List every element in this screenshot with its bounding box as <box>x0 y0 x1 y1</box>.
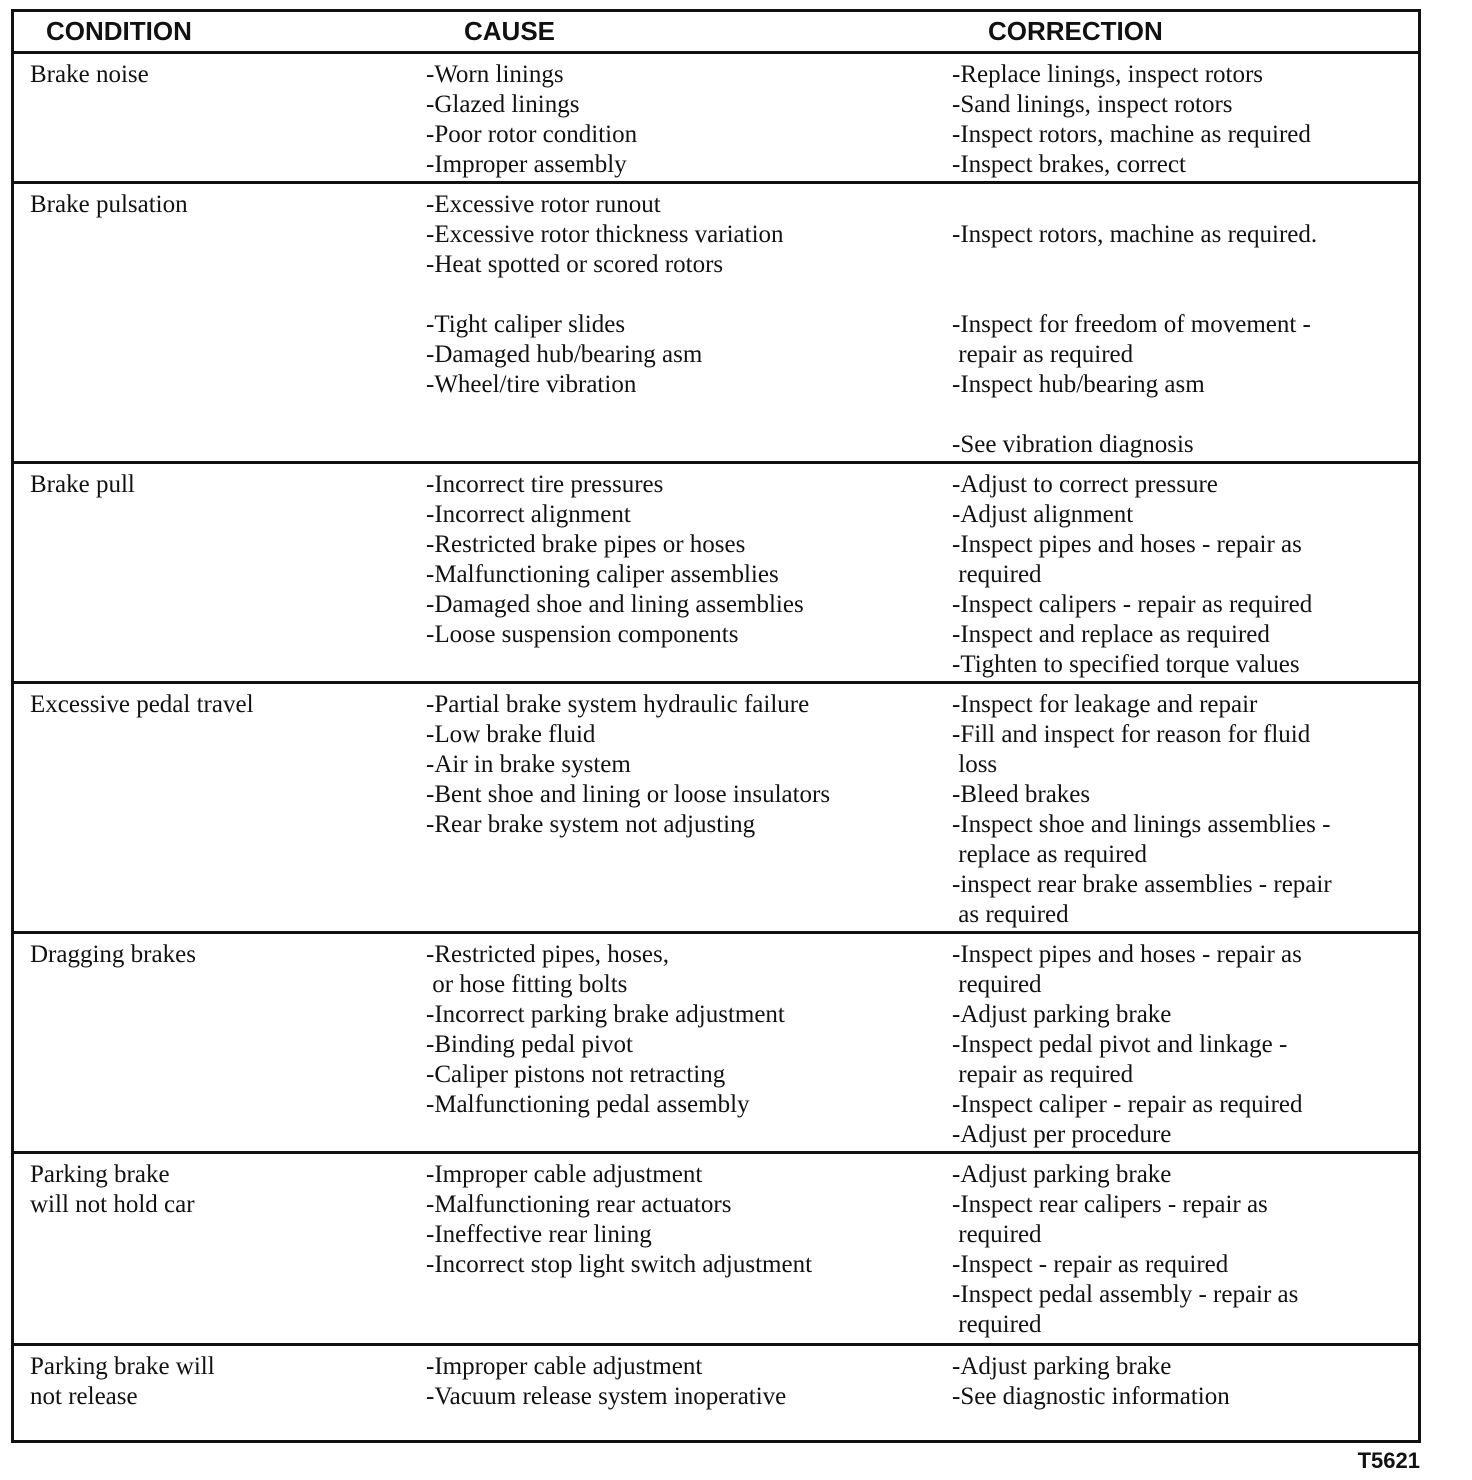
cause-line: -Air in brake system <box>426 751 631 778</box>
cause-line: -Restricted brake pipes or hoses <box>426 531 746 558</box>
correction-line: required <box>952 561 1042 588</box>
cause-line: -Heat spotted or scored rotors <box>426 251 724 278</box>
condition-line: Dragging brakes <box>30 941 196 968</box>
correction-line: repair as required <box>952 341 1134 368</box>
correction-line: as required <box>952 901 1069 928</box>
correction-line: -Inspect rotors, machine as required <box>952 121 1311 148</box>
correction-line: -Inspect pipes and hoses - repair as <box>952 941 1302 968</box>
cause-line: -Improper assembly <box>426 151 627 178</box>
correction-line: -Inspect pipes and hoses - repair as <box>952 531 1302 558</box>
cause-cell <box>426 940 936 1120</box>
condition-cell <box>30 940 410 970</box>
correction-line: required <box>952 971 1042 998</box>
cause-line: -Improper cable adjustment <box>426 1161 703 1188</box>
correction-line: -Inspect and replace as required <box>952 621 1270 648</box>
correction-line: -Replace linings, inspect rotors <box>952 61 1264 88</box>
cause-line: -Bent shoe and lining or loose insulators <box>426 781 831 808</box>
correction-line: -Adjust alignment <box>952 501 1134 528</box>
cause-line: -Tight caliper slides <box>426 311 626 338</box>
correction-line: -Inspect rear calipers - repair as <box>952 1191 1268 1218</box>
cause-line: -Malfunctioning caliper assemblies <box>426 561 779 588</box>
correction-line: -Inspect calipers - repair as required <box>952 591 1313 618</box>
cause-cell <box>426 690 936 840</box>
correction-line: -Inspect for freedom of movement - <box>952 311 1311 338</box>
condition-line: Brake pulsation <box>30 191 188 218</box>
correction-line: required <box>952 1311 1042 1338</box>
correction-line: -Adjust parking brake <box>952 1161 1172 1188</box>
correction-cell <box>952 940 1418 1150</box>
condition-line: Excessive pedal travel <box>30 691 254 718</box>
condition-cell <box>30 1352 410 1412</box>
cause-line: -Restricted pipes, hoses, <box>426 941 670 968</box>
correction-line: -Adjust parking brake <box>952 1001 1172 1028</box>
cause-line: -Malfunctioning rear actuators <box>426 1191 732 1218</box>
condition-cell <box>30 190 410 220</box>
cause-line: -Loose suspension components <box>426 621 739 648</box>
correction-line: -Inspect for leakage and repair <box>952 691 1258 718</box>
condition-line: will not hold car <box>30 1191 195 1218</box>
cause-cell <box>426 60 936 180</box>
correction-cell <box>952 60 1418 180</box>
correction-line: -Inspect pedal pivot and linkage - <box>952 1031 1288 1058</box>
correction-cell <box>952 190 1418 460</box>
cause-cell <box>426 1352 936 1412</box>
correction-line: required <box>952 1221 1042 1248</box>
table-row <box>14 184 1418 464</box>
cause-line: -Excessive rotor thickness variation <box>426 221 784 248</box>
correction-line: -inspect rear brake assemblies - repair <box>952 871 1332 898</box>
correction-line: -Fill and inspect for reason for fluid <box>952 721 1311 748</box>
cause-line: -Damaged shoe and lining assemblies <box>426 591 804 618</box>
correction-cell <box>952 1160 1418 1340</box>
table-row <box>14 684 1418 934</box>
header-cause: CAUSE <box>464 16 556 46</box>
cause-line: -Improper cable adjustment <box>426 1353 703 1380</box>
cause-line: -Excessive rotor runout <box>426 191 661 218</box>
correction-line: loss <box>952 751 998 778</box>
correction-line: -See vibration diagnosis <box>952 431 1194 458</box>
correction-line: -Inspect shoe and linings assemblies - <box>952 811 1331 838</box>
cause-line <box>426 280 936 310</box>
correction-line: -Tighten to specified torque values <box>952 651 1300 678</box>
cause-line: -Wheel/tire vibration <box>426 371 637 398</box>
cause-line: -Vacuum release system inoperative <box>426 1383 787 1410</box>
correction-line <box>952 280 1418 310</box>
brake-diagnosis-table <box>11 9 1421 1443</box>
correction-line <box>952 190 1418 220</box>
correction-line: -Inspect caliper - repair as required <box>952 1091 1303 1118</box>
cause-cell <box>426 190 936 400</box>
correction-cell <box>952 690 1418 930</box>
cause-line: -Caliper pistons not retracting <box>426 1061 726 1088</box>
condition-line: Parking brake will <box>30 1353 215 1380</box>
cause-line: -Malfunctioning pedal assembly <box>426 1091 750 1118</box>
correction-line: -Bleed brakes <box>952 781 1091 808</box>
condition-line: not release <box>30 1383 138 1410</box>
correction-line: -Inspect brakes, correct <box>952 151 1186 178</box>
cause-line: -Incorrect stop light switch adjustment <box>426 1251 813 1278</box>
cause-line: or hose fitting bolts <box>426 971 628 998</box>
cause-line: -Partial brake system hydraulic failure <box>426 691 810 718</box>
cause-cell <box>426 470 936 650</box>
table-row <box>14 934 1418 1154</box>
table-header <box>14 12 1418 54</box>
table-row <box>14 464 1418 684</box>
correction-line: -Sand linings, inspect rotors <box>952 91 1233 118</box>
cause-line: -Incorrect alignment <box>426 501 631 528</box>
cause-line: -Low brake fluid <box>426 721 596 748</box>
header-condition: CONDITION <box>46 16 192 46</box>
header-correction: CORRECTION <box>988 16 1163 46</box>
cause-line: -Glazed linings <box>426 91 580 118</box>
condition-cell <box>30 60 410 90</box>
correction-line <box>952 400 1418 430</box>
correction-line: -Inspect pedal assembly - repair as <box>952 1281 1299 1308</box>
cause-line: -Binding pedal pivot <box>426 1031 633 1058</box>
cause-line: -Poor rotor condition <box>426 121 638 148</box>
correction-line: -Inspect hub/bearing asm <box>952 371 1205 398</box>
correction-line: -Inspect rotors, machine as required. <box>952 221 1318 248</box>
condition-cell <box>30 470 410 500</box>
table-row <box>14 54 1418 184</box>
cause-line: -Incorrect parking brake adjustment <box>426 1001 785 1028</box>
cause-line: -Worn linings <box>426 61 564 88</box>
condition-cell <box>30 690 410 720</box>
correction-line <box>952 250 1418 280</box>
correction-cell <box>952 1352 1418 1412</box>
cause-line: -Incorrect tire pressures <box>426 471 664 498</box>
condition-line: Brake pull <box>30 471 135 498</box>
cause-line: -Damaged hub/bearing asm <box>426 341 703 368</box>
condition-cell <box>30 1160 410 1220</box>
correction-line: replace as required <box>952 841 1148 868</box>
correction-line: -See diagnostic information <box>952 1383 1230 1410</box>
table-row <box>14 1154 1418 1346</box>
cause-line: -Ineffective rear lining <box>426 1221 652 1248</box>
correction-line: -Adjust to correct pressure <box>952 471 1218 498</box>
table-row <box>14 1346 1418 1440</box>
condition-line: Brake noise <box>30 61 149 88</box>
cause-line: -Rear brake system not adjusting <box>426 811 756 838</box>
condition-line: Parking brake <box>30 1161 170 1188</box>
correction-line: -Inspect - repair as required <box>952 1251 1229 1278</box>
correction-line: -Adjust parking brake <box>952 1353 1172 1380</box>
correction-cell <box>952 470 1418 680</box>
cause-cell <box>426 1160 936 1280</box>
correction-line: -Adjust per procedure <box>952 1121 1172 1148</box>
correction-line: repair as required <box>952 1061 1134 1088</box>
figure-id: T5621 <box>1357 1448 1420 1473</box>
